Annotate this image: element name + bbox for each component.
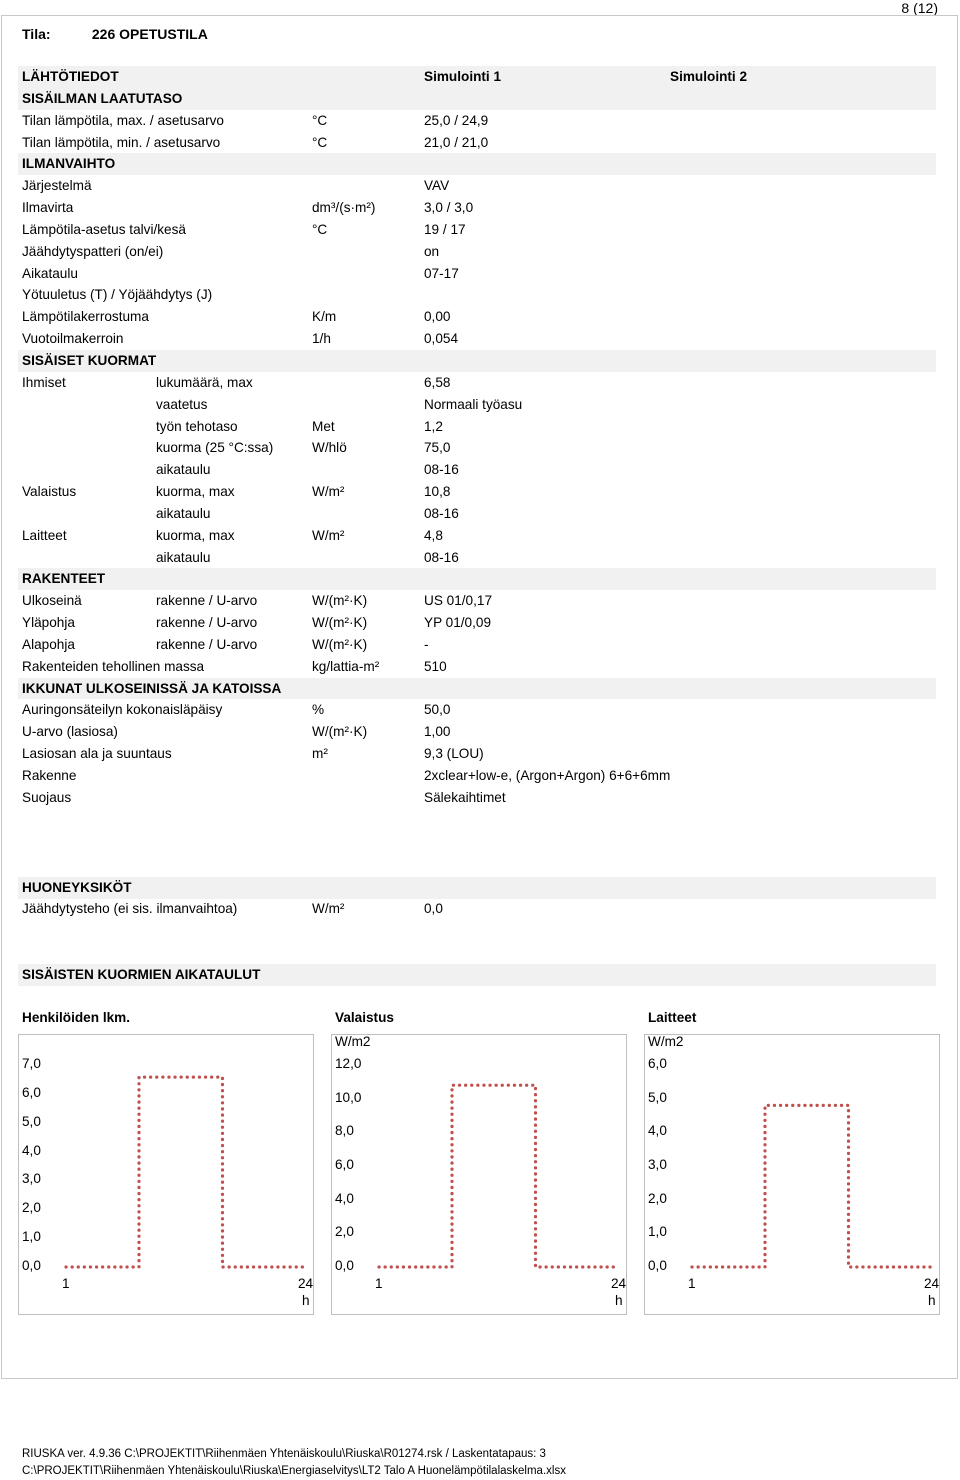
cell-col-3: 50,0 (424, 702, 451, 718)
cell-col-3: 10,8 (424, 484, 451, 500)
cell-col-2: dm³/(s·m²) (312, 200, 376, 216)
table-row (18, 372, 936, 394)
table-row (18, 525, 936, 547)
cell-col-3: 1,00 (424, 724, 451, 740)
cell-col-3: 3,0 / 3,0 (424, 200, 474, 216)
cell-col-2: °C (312, 112, 328, 128)
cell-col-0: Suojaus (22, 789, 72, 805)
cell-col-2: °C (312, 134, 328, 150)
y-tick-label: 4,0 (648, 1123, 667, 1139)
section-header (18, 153, 936, 175)
y-tick-label: 0,0 (22, 1258, 41, 1273)
y-axis-unit: W/m2 (335, 1034, 371, 1049)
table-row (18, 110, 936, 132)
y-tick-label: 2,0 (648, 1190, 667, 1206)
cell-col-3: - (424, 636, 429, 652)
cell-col-3: 4,8 (424, 527, 443, 543)
cell-col-1: aikataulu (156, 462, 211, 478)
room-header (22, 26, 208, 42)
cell-col-0: SISÄILMAN LAATUTASO (22, 90, 183, 106)
table-row (18, 721, 936, 743)
cell-col-3: on (424, 243, 440, 259)
cell-col-3: 510 (424, 658, 447, 674)
chart-svg (331, 1010, 627, 1315)
cell-col-2: W/hlö (312, 440, 347, 456)
table-row (18, 219, 936, 241)
table-row (18, 197, 936, 219)
cell-col-2: kg/lattia-m² (312, 658, 380, 674)
y-tick-label: 5,0 (648, 1089, 667, 1105)
cell-col-0: Aikataulu (22, 265, 78, 281)
cell-col-2: K/m (312, 309, 337, 325)
cell-col-1: rakenne / U-arvo (156, 615, 258, 631)
cell-col-3: 25,0 / 24,9 (424, 112, 489, 128)
cell-col-2: Met (312, 418, 335, 434)
cell-col-3: 0,00 (424, 309, 451, 325)
cell-col-0: Rakenne (22, 768, 77, 783)
x-tick-label: 1 (375, 1276, 383, 1291)
input-data-table (18, 66, 936, 809)
y-tick-label: 2,0 (335, 1224, 354, 1240)
table-row (18, 132, 936, 154)
table-row (18, 284, 936, 306)
cell-col-3: 08-16 (424, 505, 459, 521)
cell-col-1: kuorma, max (156, 484, 235, 500)
x-tick-label: 1 (688, 1276, 696, 1291)
x-axis-unit: h (302, 1293, 310, 1308)
table-row (18, 699, 936, 721)
table-row (18, 503, 936, 525)
cell-col-0: Tilan lämpötila, min. / asetusarvo (22, 134, 221, 150)
cell-col-0: Valaistus (22, 484, 77, 500)
cell-col-3: Normaali työasu (424, 396, 523, 412)
table-row (18, 394, 936, 416)
cell-col-2: 1/h (312, 331, 331, 347)
cell-col-0: Rakenteiden tehollinen massa (22, 658, 205, 674)
chart-frame (19, 1035, 314, 1315)
cell-col-2: W/(m²·K) (312, 636, 368, 652)
section-header (18, 66, 936, 88)
footer-line-1: RIUSKA ver. 4.9.36 C:\PROJEKTIT\Riihenmäen Yhtenäiskoulu\Riuska\R01274.rsk / Laskentatapaus: 3 (22, 1448, 546, 1460)
table-row (18, 634, 936, 656)
y-tick-label: 3,0 (648, 1157, 667, 1172)
cell-col-0: RAKENTEET (22, 571, 106, 587)
table-row (18, 416, 936, 438)
y-tick-label: 4,0 (335, 1190, 354, 1206)
cell-col-0: Lasiosan ala ja suuntaus (22, 746, 172, 762)
cell-col-0: Jäähdytyspatteri (on/ei) (22, 243, 164, 259)
cell-col-3: 6,58 (424, 374, 451, 390)
section-header (18, 88, 936, 110)
table-row (18, 263, 936, 285)
chart-title: Laitteet (648, 1010, 697, 1025)
table-row (18, 459, 936, 481)
cell-col-3: 75,0 (424, 440, 451, 456)
x-tick-label: 24 (924, 1276, 940, 1291)
cooling-power-value: 0,0 (424, 901, 443, 916)
series-line (66, 1077, 306, 1267)
table-row (18, 481, 936, 503)
y-tick-label: 2,0 (22, 1200, 41, 1216)
room-label: Tila: (22, 26, 51, 42)
table-row (18, 547, 936, 569)
section-header (18, 568, 936, 590)
cell-col-0: IKKUNAT ULKOSEINISSÄ JA KATOISSA (22, 680, 282, 696)
cell-col-4: Simulointi 2 (670, 69, 748, 84)
cell-col-0: Vuotoilmakerroin (22, 331, 124, 347)
table-row (18, 765, 936, 787)
y-tick-label: 3,0 (22, 1171, 41, 1187)
section-header (18, 350, 936, 372)
table-row (18, 437, 936, 459)
y-tick-label: 0,0 (648, 1258, 667, 1273)
y-tick-label: 1,0 (22, 1229, 41, 1245)
cooling-power-unit: W/m² (312, 901, 345, 916)
chart-people (18, 1010, 314, 1315)
chart-svg (644, 1010, 940, 1315)
cell-col-3: VAV (424, 178, 450, 194)
x-tick-label: 24 (298, 1276, 314, 1291)
table-row (18, 612, 936, 634)
x-tick-label: 24 (611, 1276, 627, 1291)
cell-col-3: US 01/0,17 (424, 593, 493, 609)
cell-col-0: SISÄISET KUORMAT (22, 352, 157, 368)
cell-col-3: Simulointi 1 (424, 69, 502, 84)
chart-title: Henkilöiden lkm. (22, 1010, 131, 1025)
cell-col-3: YP 01/0,09 (424, 615, 492, 631)
cell-col-2: W/(m²·K) (312, 724, 368, 740)
chart-svg (18, 1010, 314, 1315)
cell-col-3: 0,054 (424, 331, 459, 347)
section-schedules: SISÄISTEN KUORMIEN AIKATAULUT (18, 964, 936, 986)
cell-col-0: U-arvo (lasiosa) (22, 724, 118, 740)
cell-col-2: W/(m²·K) (312, 615, 368, 631)
cell-col-1: lukumäärä, max (156, 374, 253, 390)
series-line (692, 1105, 932, 1267)
section-huoneyksikot: HUONEYKSIKÖT (18, 877, 936, 899)
chart-equipment (644, 1010, 940, 1315)
cell-col-1: vaatetus (156, 396, 208, 412)
chart-title: Valaistus (335, 1010, 394, 1025)
cell-col-1: aikataulu (156, 505, 211, 521)
cell-col-3: 07-17 (424, 265, 459, 281)
y-tick-label: 5,0 (22, 1113, 41, 1129)
series-line (379, 1085, 619, 1267)
cell-col-2: W/m² (312, 484, 345, 500)
cell-col-0: Yötuuletus (T) / Yöjäähdytys (J) (22, 287, 213, 303)
cell-col-3: Sälekaihtimet (424, 789, 506, 805)
x-tick-label: 1 (62, 1276, 70, 1291)
room-value: 226 OPETUSTILA (91, 26, 208, 42)
cell-col-2: W/m² (312, 527, 345, 543)
cell-col-3: 21,0 / 21,0 (424, 134, 489, 150)
cell-col-0: Ihmiset (22, 374, 66, 390)
y-tick-label: 8,0 (335, 1123, 354, 1139)
cell-col-0: Auringonsäteilyn kokonaisläpäisy (22, 702, 223, 718)
cell-col-3: 2xclear+low-e, (Argon+Argon) 6+6+6mm (424, 768, 671, 783)
section-header (18, 678, 936, 700)
x-axis-unit: h (615, 1293, 623, 1308)
cell-col-0: Yläpohja (22, 615, 75, 631)
table-row (18, 743, 936, 765)
cell-col-3: 9,3 (LOU) (424, 746, 484, 762)
cell-col-0: Ulkoseinä (22, 593, 82, 609)
cell-col-2: W/(m²·K) (312, 593, 368, 609)
cell-col-1: kuorma, max (156, 527, 235, 543)
cell-col-0: Alapohja (22, 636, 75, 652)
cell-col-0: LÄHTÖTIEDOT (22, 69, 119, 84)
y-tick-label: 6,0 (335, 1157, 354, 1172)
cell-col-3: 19 / 17 (424, 221, 466, 237)
table-row (18, 590, 936, 612)
cell-col-2: °C (312, 221, 328, 237)
footer-line-2: C:\PROJEKTIT\Riihenmäen Yhtenäiskoulu\Riuska\Energiaselvitys\LT2 Talo A Huonelämpötilalaskelma.xlsx (22, 1465, 566, 1477)
y-tick-label: 10,0 (335, 1089, 362, 1105)
table-row (18, 328, 936, 350)
cooling-power-label: Jäähdytysteho (ei sis. ilmanvaihtoa) (22, 901, 238, 916)
cell-col-1: rakenne / U-arvo (156, 636, 258, 652)
y-tick-label: 7,0 (22, 1056, 41, 1071)
y-axis-unit: W/m2 (648, 1034, 684, 1049)
y-tick-label: 6,0 (22, 1084, 41, 1100)
y-tick-label: 6,0 (648, 1056, 667, 1071)
cell-col-0: Tilan lämpötila, max. / asetusarvo (22, 112, 224, 128)
table-row (18, 306, 936, 328)
cell-col-0: Lämpötilakerrostuma (22, 309, 149, 325)
cell-col-0: Järjestelmä (22, 178, 92, 194)
chart-lighting (331, 1010, 627, 1315)
y-tick-label: 4,0 (22, 1142, 41, 1158)
table-row (18, 787, 936, 809)
cell-col-1: työn tehotaso (156, 418, 238, 434)
cell-col-0: Laitteet (22, 527, 67, 543)
cell-col-2: % (312, 702, 325, 718)
y-tick-label: 0,0 (335, 1258, 354, 1273)
cell-col-1: kuorma (25 °C:ssa) (156, 440, 274, 456)
table-row (18, 656, 936, 678)
chart-frame (645, 1035, 940, 1315)
cell-col-0: ILMANVAIHTO (22, 156, 116, 172)
y-tick-label: 1,0 (648, 1224, 667, 1240)
cell-col-1: aikataulu (156, 549, 211, 565)
x-axis-unit: h (928, 1293, 936, 1308)
chart-frame (332, 1035, 627, 1315)
page-number: 8 (12) (901, 0, 938, 16)
cell-col-0: Lämpötila-asetus talvi/kesä (22, 221, 186, 237)
cell-col-3: 08-16 (424, 549, 459, 565)
cell-col-1: rakenne / U-arvo (156, 593, 258, 609)
cell-col-0: Ilmavirta (22, 200, 74, 216)
cell-col-2: m² (312, 746, 328, 762)
table-row (18, 241, 936, 263)
y-tick-label: 12,0 (335, 1056, 362, 1071)
cell-col-3: 08-16 (424, 462, 459, 478)
cell-col-3: 1,2 (424, 418, 443, 434)
table-row (18, 175, 936, 197)
